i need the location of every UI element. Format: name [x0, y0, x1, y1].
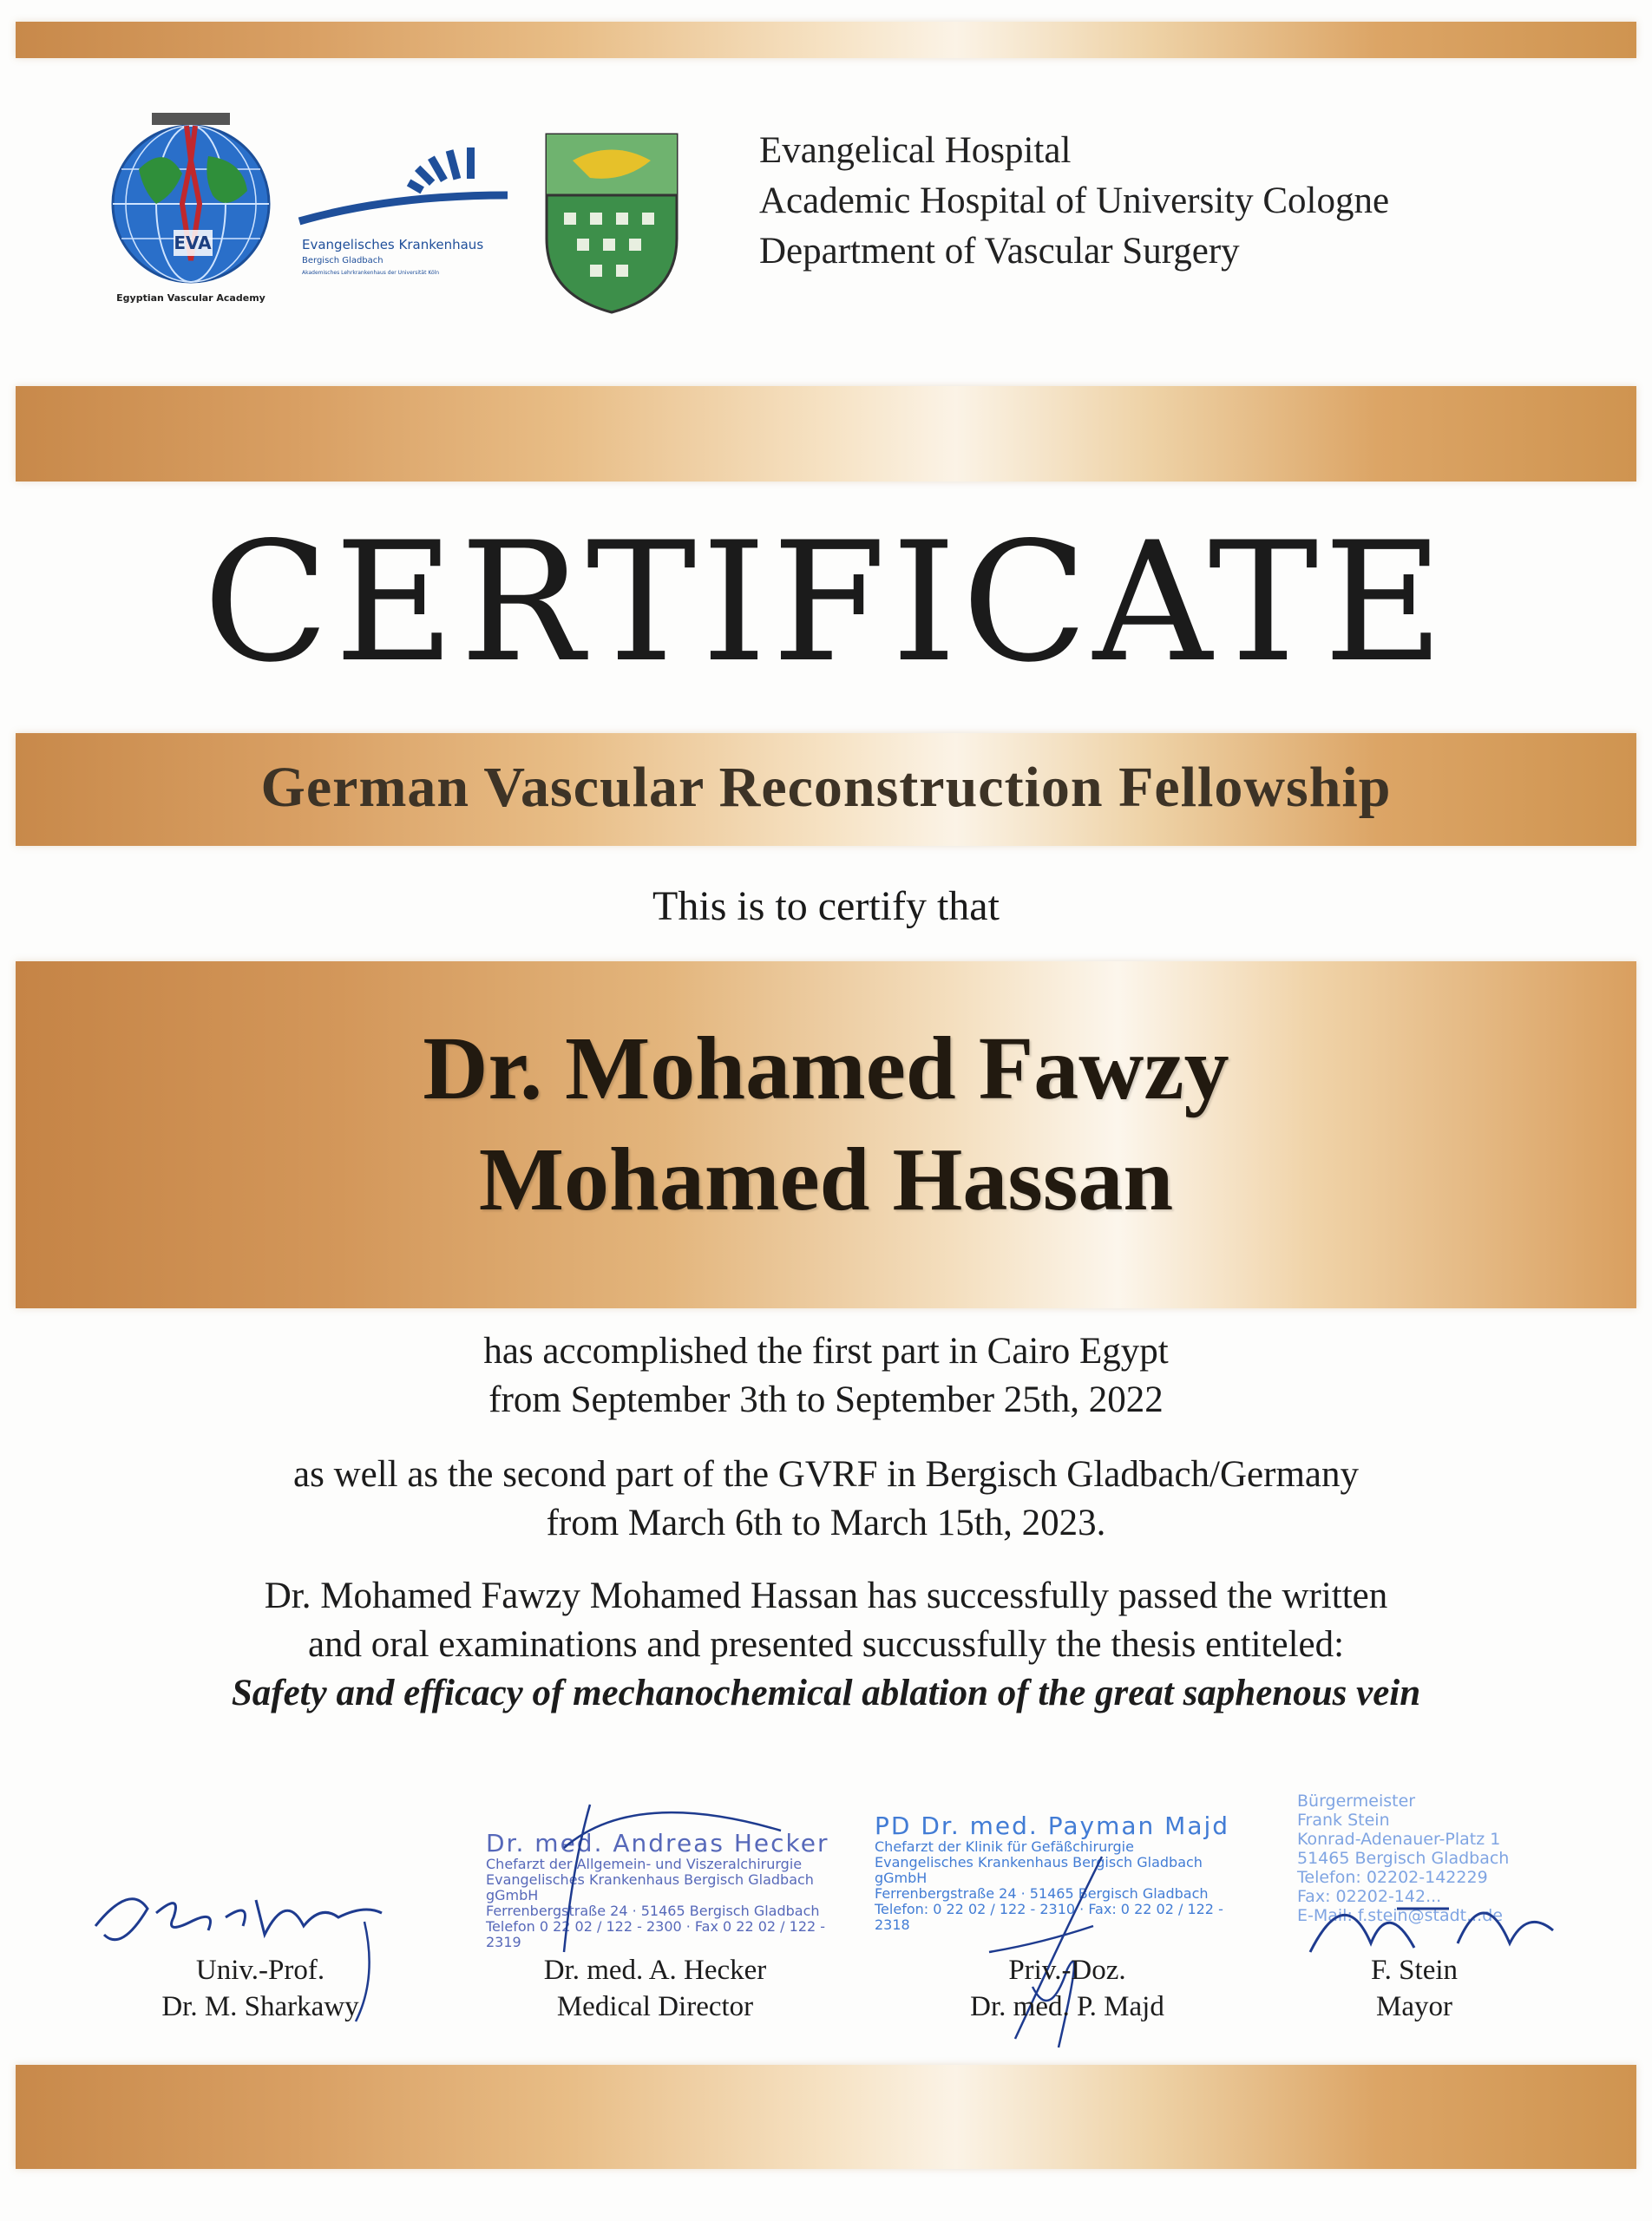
upper-gold-band — [16, 386, 1636, 482]
body-paragraph-2 — [0, 1451, 1652, 1548]
body-p2-line-2: from March 6th to March 15th, 2023. — [546, 1503, 1106, 1543]
hecker-stamp-line-2: Evangelisches Krankenhaus Bergisch Gladbach gGmbH — [486, 1871, 814, 1903]
body-p1-line-2: from September 3th to September 25th, 2022 — [488, 1379, 1164, 1420]
header-logos — [104, 108, 711, 317]
svg-text:Evangelisches Krankenhaus: Evangelisches Krankenhaus — [302, 237, 484, 252]
hecker-stamp-line-4: Telefon 0 22 02 / 122 - 2300 · Fax 0 22 02 / 122 - 2319 — [486, 1918, 826, 1950]
sig1-role: Univ.-Prof. — [195, 1955, 325, 1986]
sig4-name: Mayor — [1376, 1991, 1452, 2022]
signature-sharkawy — [130, 1952, 390, 2025]
certificate-title: CERTIFICATE — [202, 507, 1450, 698]
stein-stamp-line-3: 51465 Bergisch Gladbach — [1297, 1849, 1510, 1868]
header-institution — [759, 126, 1389, 277]
stein-stamp-line-5: Fax: 02202-142... — [1297, 1887, 1442, 1906]
sig4-role: F. Stein — [1370, 1955, 1459, 1986]
stein-stamp-line-1: Frank Stein — [1297, 1811, 1390, 1830]
eva-logo-icon — [113, 113, 269, 304]
sig1-name: Dr. M. Sharkawy — [161, 1991, 359, 2022]
body-p1-line-1: has accomplished the first part in Cairo Egypt — [483, 1331, 1169, 1372]
certify-line: This is to certify that — [652, 883, 1000, 929]
sig2-name: Medical Director — [556, 1991, 754, 2022]
bottom-gold-band — [16, 2065, 1636, 2169]
ek-logo-icon — [299, 147, 508, 276]
hecker-stamp-line-3: Ferrenbergstraße 24 · 51465 Bergisch Gladbach — [486, 1903, 820, 1919]
coat-of-arms-icon — [547, 134, 677, 312]
recipient-name — [0, 1013, 1652, 1235]
fellowship-title: German Vascular Reconstruction Fellowship — [260, 756, 1392, 819]
top-gold-band — [16, 22, 1636, 58]
body-paragraph-3 — [0, 1572, 1652, 1718]
sig3-role: Priv.-Doz. — [1008, 1955, 1126, 1986]
header-line-1: Evangelical Hospital — [759, 130, 1072, 171]
svg-text:Egyptian Vascular Academy: Egyptian Vascular Academy — [116, 292, 266, 304]
signature-majd — [876, 1952, 1258, 2025]
recipient-name-line-1: Dr. Mohamed Fawzy — [423, 1019, 1229, 1118]
hecker-stamp-line-1: Chefarzt der Allgemein- und Viszeralchirurgie — [486, 1856, 803, 1872]
hecker-signature — [503, 1796, 798, 1969]
svg-text:Bergisch Gladbach: Bergisch Gladbach — [302, 256, 384, 265]
header-line-3: Department of Vascular Surgery — [759, 231, 1240, 272]
body-paragraph-1 — [0, 1327, 1652, 1425]
thesis-title: Safety and efficacy of mechanochemical ablation of the great saphenous vein — [231, 1673, 1421, 1713]
stein-stamp-line-6: E-Mail: f.stein@stadt...de — [1297, 1906, 1503, 1925]
svg-text:EVA: EVA — [174, 233, 212, 253]
recipient-name-line-2: Mohamed Hassan — [478, 1130, 1174, 1229]
majd-stamp-name: PD Dr. med. Payman Majd — [875, 1812, 1230, 1840]
stein-stamp-line-4: Telefon: 02202-142229 — [1297, 1868, 1488, 1887]
majd-stamp-line-1: Chefarzt der Klinik für Gefäßchirurgie — [875, 1838, 1134, 1855]
body-p3-line-2: and oral examinations and presented succussfully the thesis entiteled: — [307, 1624, 1345, 1665]
header-line-2: Academic Hospital of University Cologne — [759, 180, 1390, 221]
sig3-name: Dr. med. P. Majd — [970, 1991, 1164, 2022]
signature-hecker — [473, 1952, 837, 2025]
svg-text:Akademisches Lehrkrankenhaus d: Akademisches Lehrkrankenhaus der Universität Köln — [302, 270, 440, 276]
stein-stamp-line-0: Bürgermeister — [1297, 1792, 1416, 1811]
majd-stamp-line-2: Evangelisches Krankenhaus Bergisch Gladbach gGmbH — [875, 1854, 1203, 1886]
hecker-stamp-name: Dr. med. Andreas Hecker — [486, 1829, 829, 1857]
body-p3-line-1: Dr. Mohamed Fawzy Mohamed Hassan has successfully passed the written — [264, 1576, 1388, 1616]
stein-stamp-line-2: Konrad-Adenauer-Platz 1 — [1297, 1830, 1501, 1849]
signature-stein — [1284, 1952, 1544, 2025]
sig2-role: Dr. med. A. Hecker — [543, 1955, 767, 1986]
majd-stamp-line-3: Ferrenbergstraße 24 · 51465 Bergisch Gladbach — [875, 1885, 1209, 1902]
body-p2-line-1: as well as the second part of the GVRF in Bergisch Gladbach/Germany — [293, 1454, 1359, 1495]
majd-stamp-line-4: Telefon: 0 22 02 / 122 - 2310 · Fax: 0 22 02 / 122 - 2318 — [875, 1901, 1223, 1933]
